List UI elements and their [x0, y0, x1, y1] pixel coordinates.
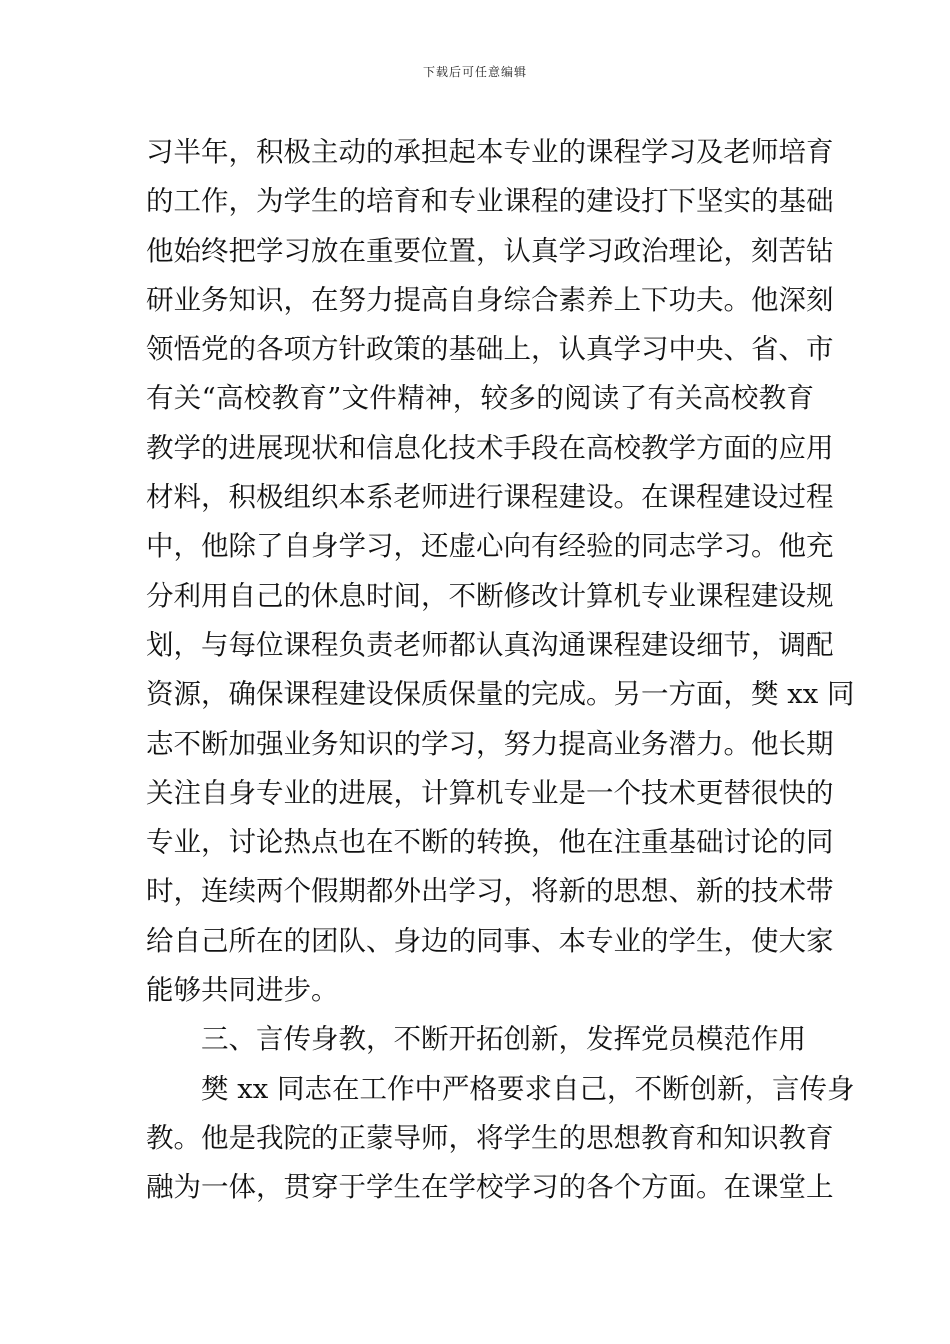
text-line: 专业，讨论热点也在不断的转换，他在注重基础讨论的同 — [146, 826, 834, 859]
document-body — [146, 128, 855, 1213]
text-line: 研业务知识，在努力提高自身综合素养上下功夫。他深刻 — [146, 283, 834, 316]
text-line: 给自己所在的团队、身边的同事、本专业的学生，使大家 — [146, 924, 834, 957]
page-header: 下载后可任意编辑 — [422, 65, 527, 79]
text-line: 他始终把学习放在重要位置，认真学习政治理论，刻苦钻 — [146, 234, 834, 267]
text-line: 的工作，为学生的培育和专业课程的建设打下坚实的基础 — [146, 185, 834, 218]
paragraph-3 — [146, 1065, 855, 1213]
text-line: 时，连续两个假期都外出学习，将新的思想、新的技术带 — [146, 875, 834, 908]
section-heading — [146, 1015, 814, 1064]
text-line: 关注自身专业的进展，计算机专业是一个技术更替很快的 — [146, 776, 834, 809]
text-line: 资源，确保课程建设保质保量的完成。另一方面，樊 xx 同 — [146, 678, 855, 711]
text-line: 划，与每位课程负责老师都认真沟通课程建设细节，调配 — [146, 628, 834, 661]
text-line: 能够共同进步。 — [146, 974, 339, 1007]
text-line: 志不断加强业务知识的学习，努力提高业务潜力。他长期 — [146, 727, 834, 760]
text-line: 领悟党的各项方针政策的基础上，认真学习中央、省、市 — [146, 333, 834, 366]
text-line: 有关“高校教育”文件精神，较多的阅读了有关高校教育 — [146, 382, 814, 415]
text-line: 教。他是我院的正蒙导师，将学生的思想教育和知识教育 — [146, 1121, 834, 1154]
text-line: 材料，积极组织本系老师进行课程建设。在课程建设过程 — [146, 481, 834, 514]
text-line: 樊 xx 同志在工作中严格要求自己，不断创新，言传身 — [201, 1072, 855, 1105]
text-line: 中，他除了自身学习，还虚心向有经验的同志学习。他充 — [146, 530, 834, 563]
heading-line: 三、言传身教，不断开拓创新，发挥党员模范作用 — [201, 1023, 806, 1056]
paragraph-1 — [146, 128, 855, 1015]
text-line: 习半年，积极主动的承担起本专业的课程学习及老师培育 — [146, 136, 834, 168]
text-line: 教学的进展现状和信息化技术手段在高校教学方面的应用 — [146, 431, 834, 464]
text-line: 融为一体，贯穿于学生在学校学习的各个方面。在课堂上 — [146, 1171, 834, 1204]
text-line: 分利用自己的休息时间，不断修改计算机专业课程建设规 — [146, 579, 834, 612]
